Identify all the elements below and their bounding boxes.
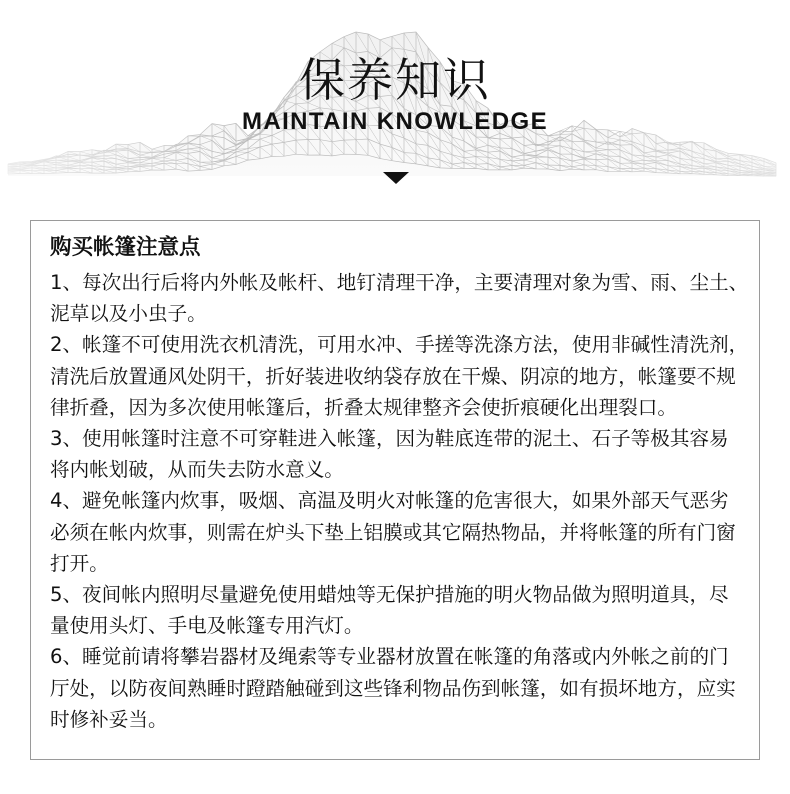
tip-line: 打开。 bbox=[50, 551, 109, 575]
tip-line: 3、使用帐篷时注意不可穿鞋进入帐篷，因为鞋底连带的泥土、石子等极其容易 bbox=[50, 427, 729, 451]
tip-line: 2、帐篷不可使用洗衣机清洗，可用水冲、手搓等洗涤方法，使用非碱性清洗剂， bbox=[50, 333, 749, 357]
tip-item-1 bbox=[50, 267, 749, 329]
tip-line: 时修补妥当。 bbox=[50, 707, 168, 731]
tip-line: 5、夜间帐内照明尽量避免使用蜡烛等无保护措施的明火物品做为照明道具，尽 bbox=[50, 583, 729, 607]
tip-line: 律折叠，因为多次使用帐篷后，折叠太规律整齐会使折痕硬化出理裂口。 bbox=[50, 395, 677, 419]
tip-line: 1、每次出行后将内外帐及帐杆、地钉清理干净，主要清理对象为雪、雨、尘土、 bbox=[50, 271, 749, 294]
tip-item-3 bbox=[50, 423, 749, 485]
tip-line: 4、避免帐篷内炊事，吸烟、高温及明火对帐篷的危害很大，如果外部天气恶劣 bbox=[50, 489, 729, 513]
tip-line: 清洗后放置通风处阴干，折好装进收纳袋存放在干燥、阴凉的地方，帐篷要不规 bbox=[50, 364, 736, 388]
page-subtitle: MAINTAIN KNOWLEDGE bbox=[241, 108, 549, 135]
tip-line: 6、睡觉前请将攀岩器材及绳索等专业器材放置在帐篷的角落或内外帐之前的门 bbox=[50, 645, 729, 669]
tip-line: 必须在帐内炊事，则需在炉头下垫上铝膜或其它隔热物品，并将帐篷的所有门窗 bbox=[50, 520, 736, 544]
notice-box bbox=[30, 220, 760, 760]
down-triangle-icon bbox=[383, 172, 409, 184]
tip-line: 量使用头灯、手电及帐篷专用汽灯。 bbox=[50, 614, 364, 638]
tip-item-6 bbox=[50, 641, 749, 735]
tip-line: 泥草以及小虫子。 bbox=[50, 302, 207, 326]
notice-heading: 购买帐篷注意点 bbox=[50, 235, 201, 260]
tip-line: 将内帐划破，从而失去防水意义。 bbox=[50, 458, 344, 482]
tip-line: 厅处，以防夜间熟睡时蹬踏触碰到这些锋利物品伤到帐篷，如有损坏地方，应实 bbox=[50, 676, 736, 700]
page-title: 保养知识 bbox=[299, 53, 491, 107]
tip-item-4 bbox=[50, 485, 749, 579]
tip-item-5 bbox=[50, 579, 749, 641]
tip-item-2 bbox=[50, 329, 749, 423]
